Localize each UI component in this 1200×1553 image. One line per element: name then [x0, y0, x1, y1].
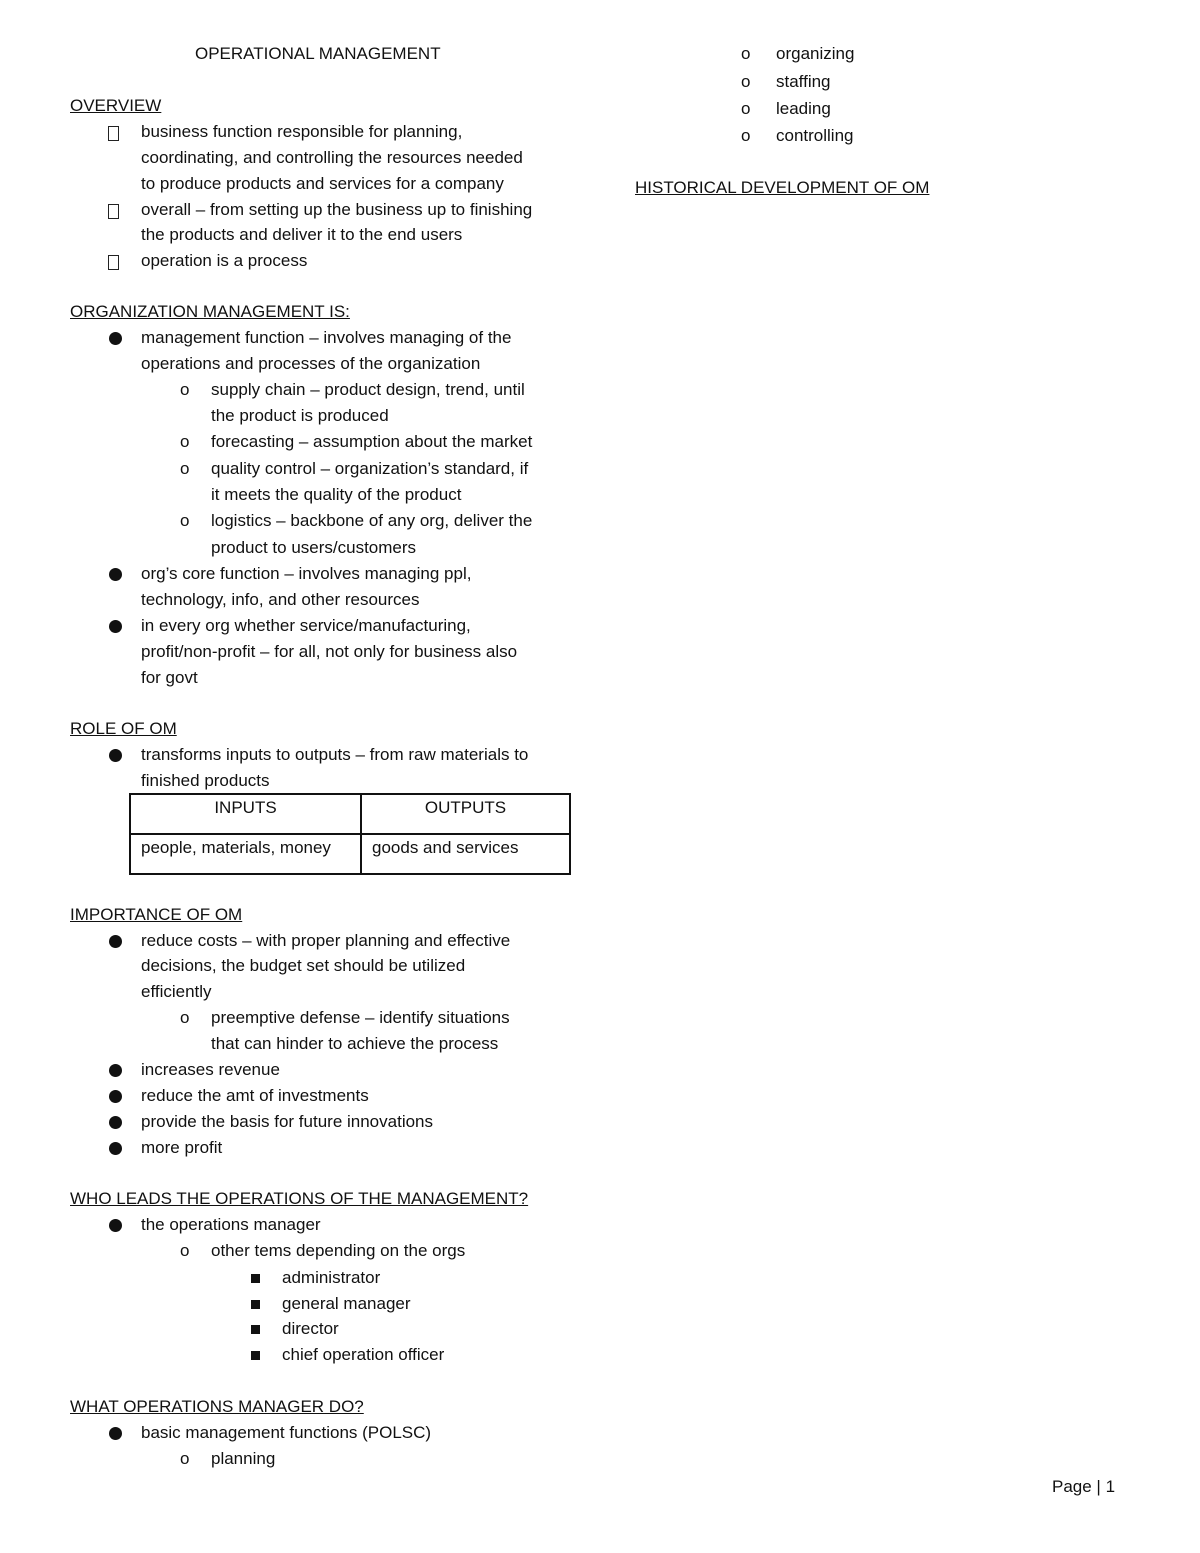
circle-bullet-icon: o — [180, 511, 190, 530]
importance-sub-line-1: preemptive defense – identify situations — [211, 1008, 510, 1027]
function-leading: leading — [776, 99, 831, 118]
function-controlling: controlling — [776, 126, 854, 145]
who-leads-title-1: administrator — [282, 1268, 381, 1287]
circle-bullet-icon: o — [180, 1241, 190, 1260]
importance-b1-line-3: efficiently — [141, 982, 212, 1001]
org-mgmt-sub-4-line-1: logistics – backbone of any org, deliver the — [211, 511, 533, 530]
org-mgmt-sub-1-line-1: supply chain – product design, trend, until — [211, 380, 525, 399]
overview-item-1-line-1: business function responsible for planning, — [141, 122, 463, 141]
org-mgmt-sub-1-line-2: the product is produced — [211, 406, 389, 425]
overview-item-1-line-3: to produce products and services for a company — [141, 174, 504, 193]
org-mgmt-b1-line-1: management function – involves managing of the — [141, 328, 512, 347]
overview-item-2-line-2: the products and deliver it to the end users — [141, 225, 463, 244]
bullet-dot-icon — [109, 1116, 122, 1129]
function-organizing: organizing — [776, 44, 855, 63]
who-leads-title-3: director — [282, 1319, 339, 1338]
bullet-dot-icon — [109, 1219, 122, 1232]
who-leads-title-2: general manager — [282, 1294, 411, 1313]
checkbox-bullet-icon — [108, 255, 119, 270]
org-mgmt-b2-line-1: org’s core function – involves managing ppl, — [141, 564, 472, 583]
who-leads-b1: the operations manager — [141, 1215, 321, 1234]
org-mgmt-b3-line-1: in every org whether service/manufacturing, — [141, 616, 471, 635]
bullet-dot-icon — [109, 935, 122, 948]
overview-item-1-line-2: coordinating, and controlling the resources needed — [141, 148, 523, 167]
bullet-dot-icon — [109, 620, 122, 633]
org-mgmt-sub-3-line-2: it meets the quality of the product — [211, 485, 462, 504]
square-bullet-icon — [251, 1351, 260, 1360]
circle-bullet-icon: o — [741, 72, 751, 91]
table-cell-outputs: goods and services — [361, 834, 570, 874]
org-mgmt-b3-line-3: for govt — [141, 668, 198, 687]
overview-item-3: operation is a process — [141, 251, 308, 270]
bullet-dot-icon — [109, 1090, 122, 1103]
importance-bullet-3: provide the basis for future innovations — [141, 1112, 434, 1131]
circle-bullet-icon: o — [741, 44, 751, 63]
importance-bullet-2: reduce the amt of investments — [141, 1086, 369, 1105]
table-header-outputs: OUTPUTS — [361, 794, 570, 834]
bullet-dot-icon — [109, 332, 122, 345]
org-mgmt-b3-line-2: profit/non-profit – for all, not only for business also — [141, 642, 518, 661]
bullet-dot-icon — [109, 568, 122, 581]
org-mgmt-heading: ORGANIZATION MANAGEMENT IS: — [70, 302, 350, 321]
overview-item-2-line-1: overall – from setting up the business up to finishing — [141, 200, 533, 219]
circle-bullet-icon: o — [180, 380, 190, 399]
who-leads-sub: other tems depending on the orgs — [211, 1241, 466, 1260]
checkbox-bullet-icon — [108, 204, 119, 219]
function-staffing: staffing — [776, 72, 831, 91]
importance-heading: IMPORTANCE OF OM — [70, 905, 243, 924]
square-bullet-icon — [251, 1274, 260, 1283]
who-leads-heading: WHO LEADS THE OPERATIONS OF THE MANAGEMENT? — [70, 1189, 529, 1208]
role-b1-line-2: finished products — [141, 771, 270, 790]
historical-development-heading: HISTORICAL DEVELOPMENT OF OM — [635, 178, 930, 197]
importance-bullet-4: more profit — [141, 1138, 223, 1157]
org-mgmt-b2-line-2: technology, info, and other resources — [141, 590, 420, 609]
circle-bullet-icon: o — [180, 459, 190, 478]
table-header-row — [130, 794, 570, 834]
inputs-outputs-table — [129, 793, 571, 875]
document-title: OPERATIONAL MANAGEMENT — [195, 44, 441, 63]
what-do-sub: planning — [211, 1449, 276, 1468]
who-leads-title-4: chief operation officer — [282, 1345, 445, 1364]
overview-heading: OVERVIEW — [70, 96, 162, 115]
circle-bullet-icon: o — [741, 99, 751, 118]
table-cell-inputs: people, materials, money — [130, 834, 361, 874]
importance-b1-line-1: reduce costs – with proper planning and effective — [141, 931, 511, 950]
checkbox-bullet-icon — [108, 126, 119, 141]
role-heading: ROLE OF OM — [70, 719, 177, 738]
what-do-heading: WHAT OPERATIONS MANAGER DO? — [70, 1397, 364, 1416]
importance-bullet-1: increases revenue — [141, 1060, 280, 1079]
org-mgmt-sub-4-line-2: product to users/customers — [211, 538, 417, 557]
circle-bullet-icon: o — [180, 432, 190, 451]
bullet-dot-icon — [109, 1427, 122, 1440]
square-bullet-icon — [251, 1325, 260, 1334]
circle-bullet-icon: o — [741, 126, 751, 145]
table-header-inputs: INPUTS — [130, 794, 361, 834]
org-mgmt-b1-line-2: operations and processes of the organization — [141, 354, 481, 373]
table-row — [130, 834, 570, 874]
bullet-dot-icon — [109, 1142, 122, 1155]
page-number: Page | 1 — [1052, 1477, 1116, 1496]
org-mgmt-sub-3-line-1: quality control – organization’s standard, if — [211, 459, 529, 478]
what-do-b1: basic management functions (POLSC) — [141, 1423, 432, 1442]
bullet-dot-icon — [109, 749, 122, 762]
role-b1-line-1: transforms inputs to outputs – from raw materials to — [141, 745, 529, 764]
bullet-dot-icon — [109, 1064, 122, 1077]
circle-bullet-icon: o — [180, 1008, 190, 1027]
circle-bullet-icon: o — [180, 1449, 190, 1468]
square-bullet-icon — [251, 1300, 260, 1309]
importance-sub-line-2: that can hinder to achieve the process — [211, 1034, 499, 1053]
importance-b1-line-2: decisions, the budget set should be utilized — [141, 956, 466, 975]
org-mgmt-sub-2: forecasting – assumption about the market — [211, 432, 533, 451]
